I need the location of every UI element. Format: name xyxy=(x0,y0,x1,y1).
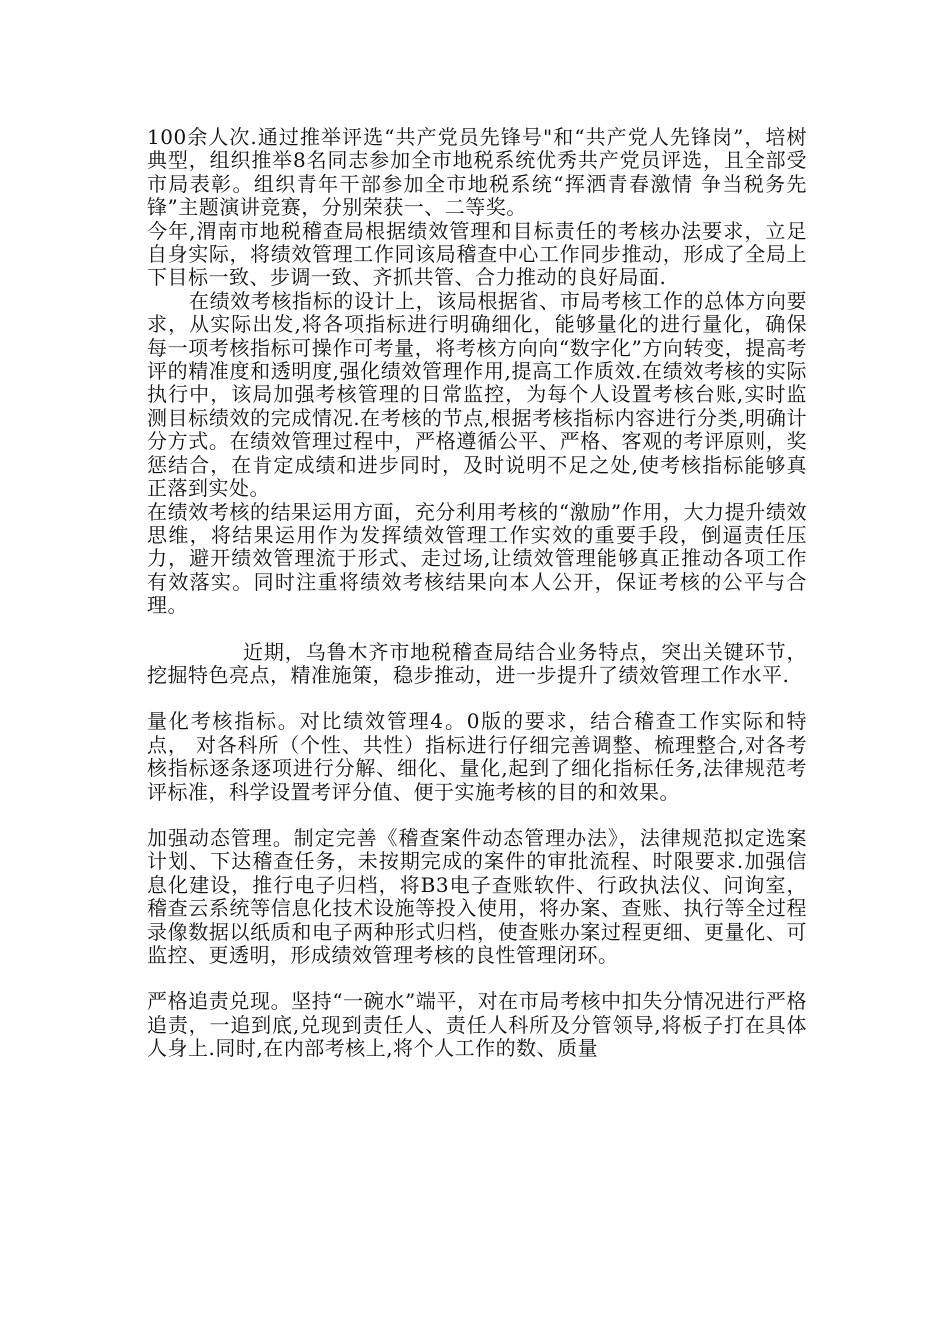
paragraph-spacer xyxy=(147,687,807,710)
document-body xyxy=(147,126,807,1061)
paragraph-urumqi-intro: 近期，乌鲁木齐市地税稽查局结合业务特点，突出关键环节，挖掘特色亮点，精准施策，稳步推动，进一步提升了绩效管理工作水平. xyxy=(147,639,807,687)
paragraph-honors: 100余人次.通过推举评选“共产党员先锋号"和“共产党人先锋岗”，培树典型，组织推举8名同志参加全市地税系统优秀共产党员评选，且全部受市局表彰。组织青年干部参加全市地税系统“挥洒青春激情 争当税务先锋”主题演讲竞赛，分别荣获一、二等奖。 xyxy=(147,125,807,220)
paragraph-quantify-indicators: 量化考核指标。对比绩效管理4。0版的要求，结合稽查工作实际和特点， 对各科所（个性、共性）指标进行仔细完善调整、梳理整合,对各考核指标逐条逐项进行分解、细化、量化,起到了细化指标任务,法律规范考评标准，科学设置考评分值、便于实施考核的目的和效果。 xyxy=(147,709,807,804)
paragraph-spacer xyxy=(147,804,807,827)
paragraph-result-application: 在绩效考核的结果运用方面，充分利用考核的“激励”作用，大力提升绩效思维，将结果运用作为发挥绩效管理工作实效的重要手段，倒逼责任压力，避开绩效管理流于形式、走过场,让绩效管理能够真正推动各项工作有效落实。同时注重将绩效考核结果向本人公开，保证考核的公平与合理。 xyxy=(147,499,807,618)
paragraph-spacer xyxy=(147,967,807,990)
paragraph-dynamic-management: 加强动态管理。制定完善《稽查案件动态管理办法》，法律规范拟定选案计划、下达稽查任务，未按期完成的案件的审批流程、时限要求.加强信息化建设，推行电子归档，将B3电子查账软件、行政执法仪、问询室，稽查云系统等信息化技术设施等投入使用，将办案、查账、执行等全过程录像数据以纸质和电子两种形式归档，使查账办案过程更细、更量化、可监控、更透明，形成绩效管理考核的良性管理闭环。 xyxy=(147,825,807,967)
paragraph-weinan-intro: 今年,渭南市地税稽查局根据绩效管理和目标责任的考核办法要求，立足自身实际，将绩效管理工作同该局稽查中心工作同步推动，形成了全局上下目标一致、步调一致、齐抓共管、合力推动的良好局面. xyxy=(147,218,807,290)
paragraph-spacer xyxy=(147,618,807,641)
paragraph-accountability: 严格追责兑现。坚持“一碗水”端平，对在市局考核中扣失分情况进行严格追责，一追到底,兑现到责任人、责任人科所及分管领导,将板子打在具体人身上.同时,在内部考核上,将个人工作的数、质量 xyxy=(147,989,807,1061)
paragraph-indicator-design: 在绩效考核指标的设计上，该局根据省、市局考核工作的总体方向要求，从实际出发,将各项指标进行明确细化，能够量化的进行量化，确保每一项考核指标可操作可考量，将考核方向向“数字化”方向转变，提高考评的精准度和透明度,强化绩效管理作用,提高工作质效.在绩效考核的实际执行中，该局加强考核管理的日常监控，为每个人设置考核台账,实时监测目标绩效的完成情况.在考核的节点,根据考核指标内容进行分类,明确计分方式。在绩效管理过程中，严格遵循公平、严格、客观的考评原则，奖惩结合，在肯定成绩和进步同时，及时说明不足之处,使考核指标能够真正落到实处。 xyxy=(147,288,807,501)
